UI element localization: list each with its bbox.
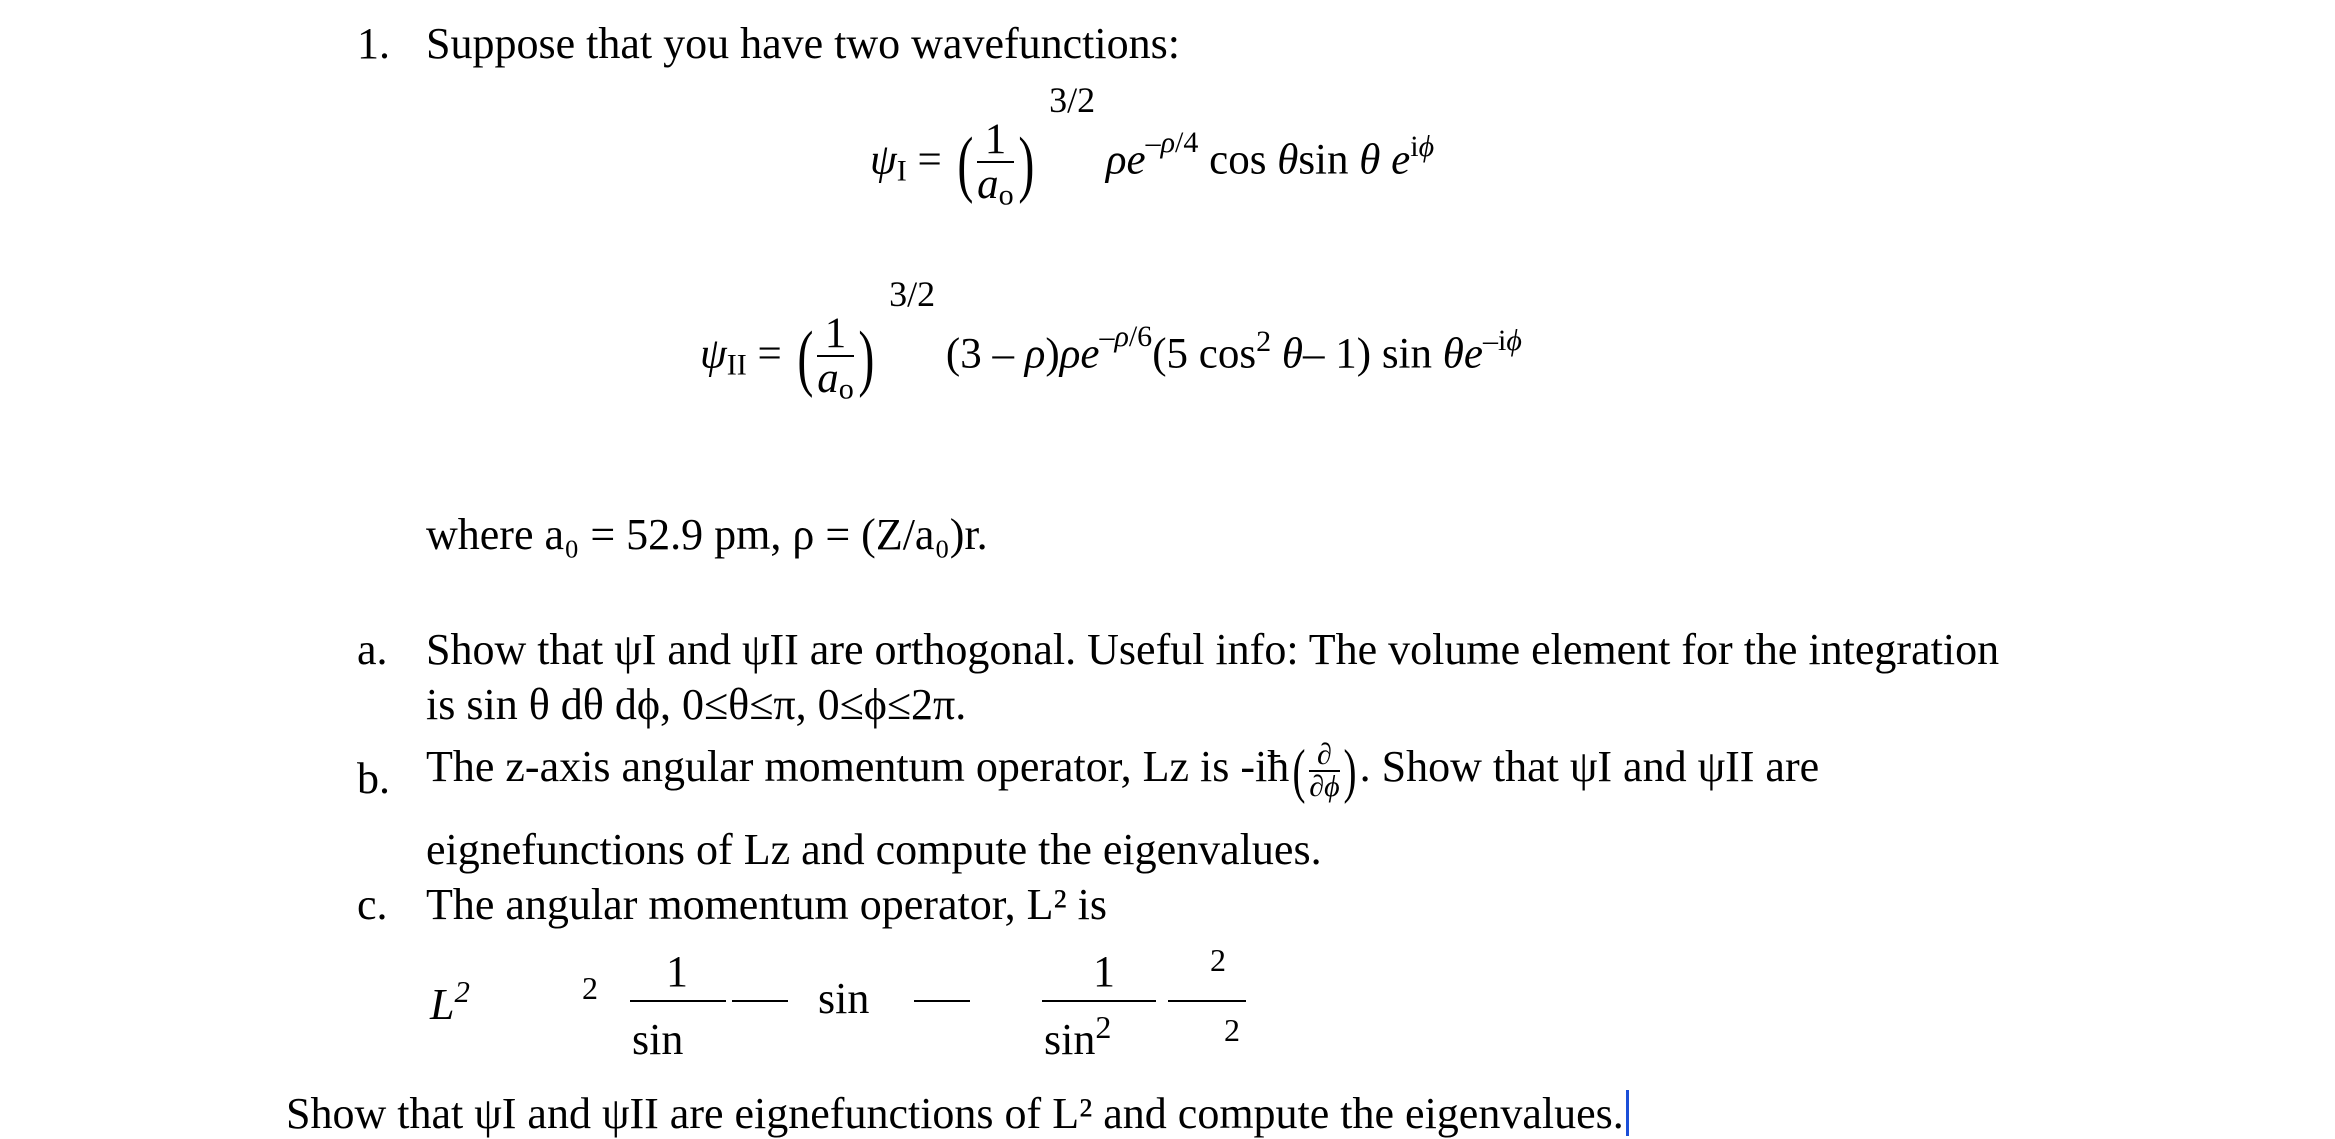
equation-psi-1: $\psi_I$ = ( $\frac{1}{a_o}$ ) $^{3/2}$ $\rho e^{-\rho/4}$ cos θsin θ $e^{i\phi}$ (870, 79, 1435, 212)
part-b-text-post: . Show that ψI and ψII are (1359, 742, 1820, 792)
part-b-line2: eignefunctions of Lz and compute the eigenvalues. (426, 825, 1322, 874)
text-cursor (1626, 1090, 1629, 1136)
l2-frac2-bar (914, 1000, 970, 1002)
equation-psi-2: $\psi_{II}$ = ( $\frac{1}{a_o}$ ) $^{3/2}$ $(3 - \rho)\rho e^{-\rho/6}(5$ $\cos^2 \theta-$ 1) $\sin \theta e^{-i\phi}$ (700, 273, 1522, 406)
l2-frac3-den: $\sin^2$ (1044, 1009, 1112, 1064)
part-b-text-pre: The z-axis angular momentum operator, Lz is -iħ (426, 742, 1290, 792)
l2-frac1-bar2 (732, 1000, 788, 1002)
question-intro: Suppose that you have two wavefunctions: (426, 19, 1180, 68)
l2-sin-term: sin (818, 974, 870, 1023)
question-number: 1. (357, 19, 390, 68)
l2-frac3-bar (1042, 1000, 1156, 1002)
l2-hbar-power: 2 (582, 970, 598, 1006)
l2-frac4-den: 2 (1224, 1012, 1240, 1048)
closing-line (286, 1090, 1629, 1136)
closing-text: Show that ψI and ψII are eignefunctions of L² and compute the eigenvalues. (286, 1089, 1624, 1138)
l2-frac1-num: 1 (666, 947, 688, 996)
part-c-letter: c. (357, 880, 388, 929)
part-a-line2: is sin θ dθ dϕ, 0≤θ≤π, 0≤ϕ≤2π. (426, 680, 967, 729)
l2-frac1-bar (630, 1000, 726, 1002)
part-a-line1: Show that ψI and ψII are orthogonal. Useful info: The volume element for the integration (426, 625, 2000, 674)
where-line: where a₀ = 52.9 pm, ρ = (Z/a₀)r. (426, 510, 988, 559)
l2-frac1-den: sin (632, 1015, 684, 1064)
l2-frac4-num: 2 (1210, 942, 1226, 978)
part-b-letter: b. (357, 754, 390, 803)
l2-frac3-num: 1 (1093, 947, 1115, 996)
part-a-letter: a. (357, 625, 388, 674)
l2-frac4-bar (1168, 1000, 1246, 1002)
part-b-line1: The z-axis angular momentum operator, Lz is -iħ( $\frac{\partial}{\partial\phi}$ ). Show that ψI and ψII are (426, 738, 1820, 804)
l2-symbol: $L^2$ (430, 975, 470, 1029)
part-c-line1: The angular momentum operator, L² is (426, 880, 1108, 929)
